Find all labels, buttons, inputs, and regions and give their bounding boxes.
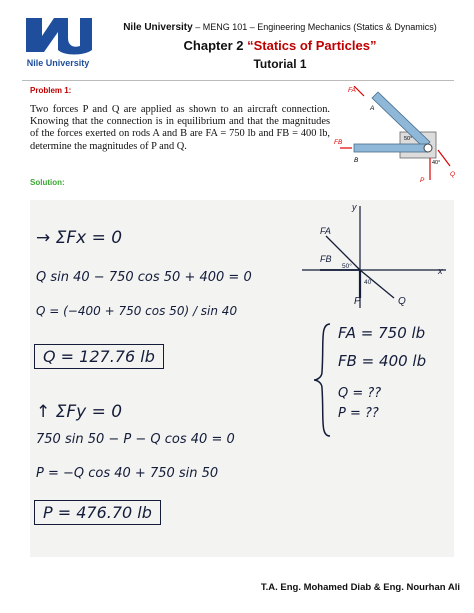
- given-fa: FA = 750 lb: [338, 324, 426, 342]
- fig-label-p: P: [420, 177, 425, 184]
- fig-angle-50: 50°: [404, 136, 413, 142]
- equation-x-balance: Q sin 40 − 750 cos 50 + 400 = 0: [36, 270, 252, 285]
- problem-label: Problem 1:: [30, 86, 72, 95]
- fig-label-a: A: [370, 105, 375, 112]
- document-header: [100, 22, 460, 71]
- fig-label-b: B: [354, 157, 359, 164]
- problem-statement: Two forces P and Q are applied as shown to an aircraft connection. Knowing that the connection is in equilibrium and that the magnitudes of the forces exerted on rods A and B are FA = 750 lb and FB = 400 lb, determine the magnitudes of P and Q.: [30, 104, 330, 152]
- course-line: [100, 22, 460, 33]
- sum-fx-equation: → ΣFx = 0: [36, 228, 123, 248]
- q-expression: Q = (−400 + 750 cos 50) / sin 40: [36, 304, 238, 318]
- solution-label: Solution:: [30, 178, 65, 187]
- tutorial-title: Tutorial 1: [253, 57, 307, 71]
- chapter-title: “Statics of Particles”: [247, 38, 377, 53]
- whiteboard-solution: [30, 200, 454, 557]
- logo-caption: Nile University: [26, 58, 90, 68]
- chapter-line: [100, 38, 460, 53]
- problem-figure: [334, 86, 460, 184]
- equation-y-balance: 750 sin 50 − P − Q cos 40 = 0: [36, 432, 235, 447]
- rod-b: [354, 144, 428, 152]
- fbd-y-label: y: [352, 202, 357, 212]
- given-fb: FB = 400 lb: [338, 352, 427, 370]
- header-divider: [22, 80, 454, 81]
- fig-label-fa: FA: [348, 87, 356, 94]
- fig-label-q: Q: [450, 171, 456, 178]
- university-logo: [22, 14, 94, 70]
- p-expression: P = −Q cos 40 + 750 sin 50: [36, 466, 219, 481]
- sum-fy-equation: ↑ ΣFy = 0: [36, 402, 123, 422]
- pin-icon: [424, 144, 432, 152]
- fig-label-fb: FB: [334, 139, 343, 146]
- course-name: – MENG 101 – Engineering Mechanics (Statics & Dynamics): [192, 22, 437, 32]
- fbd-q-label: Q: [398, 296, 406, 307]
- university-name: Nile University: [123, 22, 193, 33]
- chapter-number: Chapter 2: [183, 38, 248, 53]
- p-result: P = 476.70 lb: [34, 500, 161, 525]
- free-body-diagram: [298, 200, 454, 312]
- fbd-angle-50: 50°: [342, 263, 352, 270]
- fbd-p-label: P: [354, 296, 361, 307]
- fig-angle-40: 40°: [432, 160, 441, 166]
- q-result: Q = 127.76 lb: [34, 344, 164, 369]
- fbd-fb-label: FB: [320, 254, 332, 264]
- unknown-q: Q = ??: [338, 386, 382, 401]
- footer-credits: T.A. Eng. Mohamed Diab & Eng. Nourhan Ali: [260, 582, 460, 593]
- fbd-x-label: x: [438, 266, 443, 276]
- unknown-p: P = ??: [338, 406, 379, 421]
- given-brace: [312, 322, 334, 438]
- fbd-fa-label: FA: [320, 226, 331, 236]
- fbd-angle-40: 40: [364, 279, 372, 286]
